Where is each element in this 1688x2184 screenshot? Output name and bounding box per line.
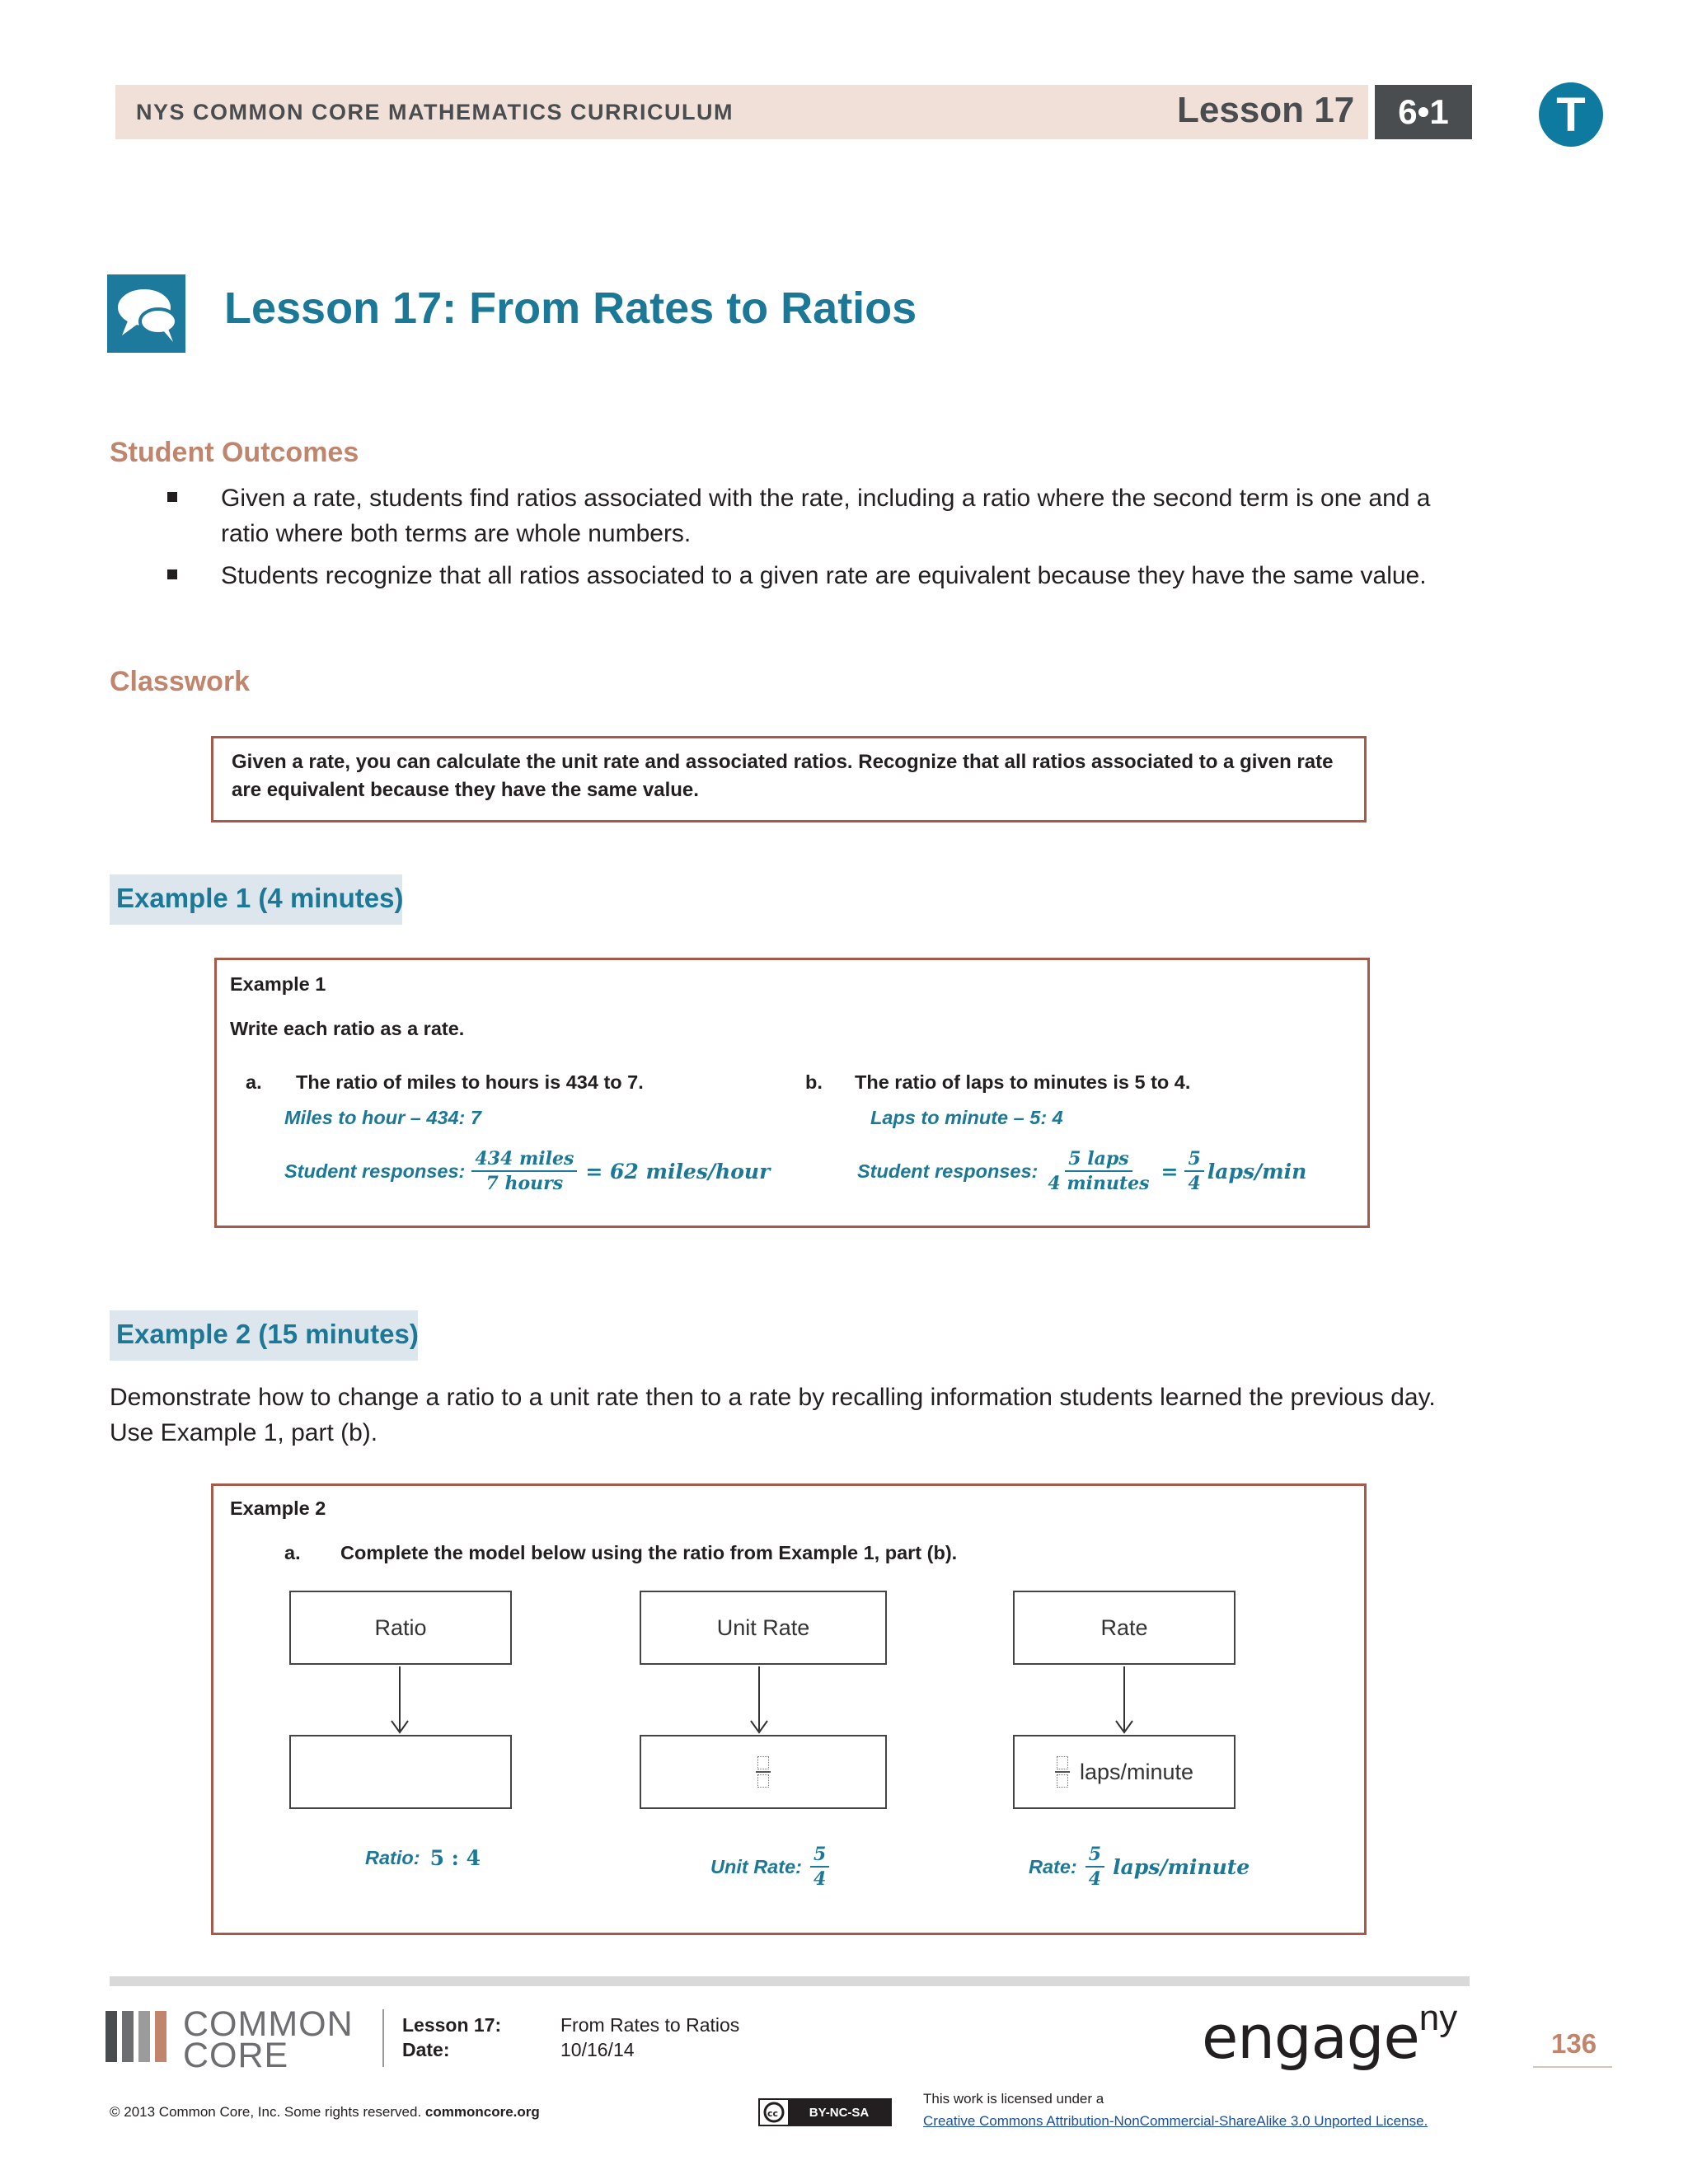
svg-text:cc: cc xyxy=(767,2108,779,2119)
engageny-logo xyxy=(1202,1998,1458,2072)
rate-answer-label: Rate: xyxy=(1029,1855,1077,1877)
copyright-text: © 2013 Common Core, Inc. Some rights reserved. xyxy=(110,2104,422,2120)
footer-lesson-value: From Rates to Ratios xyxy=(560,2014,740,2036)
unit-rate-answer-box[interactable] xyxy=(640,1735,887,1809)
rate-header-label: Rate xyxy=(1100,1615,1148,1640)
fraction-numerator: 5 xyxy=(810,1844,829,1868)
unit-rate-header-label: Unit Rate xyxy=(716,1615,810,1640)
footer-date-value: 10/16/14 xyxy=(560,2039,635,2060)
part-a-fraction xyxy=(471,1148,577,1194)
teacher-edition-icon: T xyxy=(1539,82,1603,147)
example2-part-a-label: a. xyxy=(284,1542,301,1563)
rate-answer-unit: laps/minute xyxy=(1113,1854,1250,1879)
unit-rate-fraction xyxy=(810,1844,829,1890)
unit-rate-answer-label: Unit Rate: xyxy=(710,1855,802,1877)
engage-text: engage xyxy=(1202,2003,1419,2072)
page-number-rule xyxy=(1533,2066,1612,2068)
header-lesson: Lesson 17 xyxy=(1177,90,1355,130)
part-b-result-fraction xyxy=(1184,1148,1203,1194)
discussion-icon xyxy=(107,274,185,353)
rate-unit-label: laps/minute xyxy=(1079,1759,1194,1784)
ratio-header-box xyxy=(289,1591,512,1665)
unit-rate-header-box xyxy=(640,1591,887,1665)
equals-sign: = xyxy=(1160,1159,1179,1183)
blank-numerator xyxy=(757,1756,769,1769)
outcome-item: Given a rate, students find ratios associated with the rate, including a ratio where the second term is one and a ratio where both terms are whole numbers. xyxy=(221,485,1431,547)
footer-lesson-label: Lesson 17: xyxy=(402,2014,502,2036)
example1-instruction: Write each ratio as a rate. xyxy=(230,1018,465,1039)
ratio-answer xyxy=(365,1846,481,1870)
classwork-heading: Classwork xyxy=(110,666,251,697)
ratio-answer-value: 5 : 4 xyxy=(429,1846,481,1870)
part-a-prompt: The ratio of miles to hours is 434 to 7. xyxy=(296,1071,644,1093)
blank-numerator xyxy=(1057,1756,1068,1769)
part-a-answer: Miles to hour – 434: 7 xyxy=(284,1107,481,1128)
cc-icon xyxy=(760,2100,788,2125)
cc-badge-text: BY-NC-SA xyxy=(788,2100,890,2125)
example2-part-a-prompt: Complete the model below using the ratio from Example 1, part (b). xyxy=(340,1542,958,1563)
down-arrow-icon xyxy=(387,1665,412,1735)
fraction-numerator: 5 xyxy=(1184,1148,1203,1172)
rate-answer-box[interactable] xyxy=(1013,1735,1236,1809)
ratio-answer-box[interactable] xyxy=(289,1735,512,1809)
bullet-icon xyxy=(167,492,177,502)
curriculum-title: NYS COMMON CORE MATHEMATICS CURRICULUM xyxy=(136,100,734,124)
student-outcomes-heading: Student Outcomes xyxy=(110,437,359,468)
part-b-result-unit: laps/min xyxy=(1207,1159,1307,1183)
down-arrow-icon xyxy=(747,1665,771,1735)
common-core-logo-line1: COMMON xyxy=(183,2004,354,2044)
example2-box-title: Example 2 xyxy=(230,1497,326,1519)
part-b-answer: Laps to minute – 5: 4 xyxy=(870,1107,1063,1128)
copyright xyxy=(110,2104,540,2121)
ratio-header-label: Ratio xyxy=(374,1615,427,1640)
rate-header-box xyxy=(1013,1591,1236,1665)
part-b-responses xyxy=(857,1148,1306,1194)
rate-answer xyxy=(1029,1844,1250,1890)
responses-label: Student responses: xyxy=(284,1160,466,1182)
fraction-numerator: 5 laps xyxy=(1065,1148,1132,1172)
copyright-site: commoncore.org xyxy=(424,2104,540,2120)
example2-intro: Demonstrate how to change a ratio to a unit rate then to a rate by recalling information students learned the previous day. Use Example 1, part (b). xyxy=(110,1384,1436,1446)
engage-sup: ny xyxy=(1418,1998,1458,2038)
blank-denominator xyxy=(1057,1774,1068,1788)
common-core-logo-mark xyxy=(106,2011,166,2062)
fraction-bar xyxy=(756,1771,771,1773)
part-b-label: b. xyxy=(805,1071,823,1093)
cc-license-badge[interactable] xyxy=(758,2098,892,2126)
page-number: 136 xyxy=(1551,2028,1597,2059)
classwork-box xyxy=(211,736,1367,823)
fraction-denominator: 4 xyxy=(813,1868,827,1890)
ratio-answer-label: Ratio: xyxy=(365,1847,420,1868)
example1-heading: Example 1 (4 minutes) xyxy=(116,883,404,913)
example1-box-title: Example 1 xyxy=(230,973,326,995)
classwork-box-text: Given a rate, you can calculate the unit rate and associated ratios. Recognize that all ratios associated to a given rate are equivalent because they have the same value. xyxy=(232,751,1334,801)
unit-rate-answer xyxy=(710,1844,829,1890)
fraction-bar xyxy=(1055,1771,1070,1773)
footer-date-label: Date: xyxy=(402,2039,450,2060)
license-line1: This work is licensed under a xyxy=(923,2091,1104,2107)
common-core-logo-line2: CORE xyxy=(183,2036,289,2075)
rate-fraction xyxy=(1085,1844,1104,1890)
part-a-label: a. xyxy=(246,1071,262,1093)
fraction-denominator: 4 xyxy=(1088,1868,1102,1890)
part-b-prompt: The ratio of laps to minutes is 5 to 4. xyxy=(855,1071,1191,1093)
grade-module-badge: 6•1 xyxy=(1375,85,1472,139)
bullet-icon xyxy=(167,569,177,579)
page-title: Lesson 17: From Rates to Ratios xyxy=(224,284,917,333)
part-a-result: = 62 miles/hour xyxy=(585,1159,771,1183)
outcome-item: Students recognize that all ratios associated to a given rate are equivalent because they have the same value. xyxy=(221,562,1427,589)
blank-fraction xyxy=(1055,1756,1070,1788)
footer-rule xyxy=(110,1976,1470,1986)
license-link[interactable]: Creative Commons Attribution-NonCommercial-ShareAlike 3.0 Unported License. xyxy=(923,2113,1428,2129)
example2-heading: Example 2 (15 minutes) xyxy=(116,1319,419,1349)
responses-label: Student responses: xyxy=(857,1160,1039,1182)
part-b-fraction xyxy=(1044,1148,1152,1194)
fraction-numerator: 434 miles xyxy=(471,1148,577,1172)
part-a-responses xyxy=(284,1148,770,1194)
fraction-numerator: 5 xyxy=(1085,1844,1104,1868)
fraction-denominator: 7 hours xyxy=(485,1173,564,1194)
down-arrow-icon xyxy=(1112,1665,1137,1735)
fraction-denominator: 4 xyxy=(1188,1173,1201,1194)
footer-divider xyxy=(382,2009,384,2067)
fraction-denominator: 4 minutes xyxy=(1048,1173,1150,1194)
blank-denominator xyxy=(757,1774,769,1788)
